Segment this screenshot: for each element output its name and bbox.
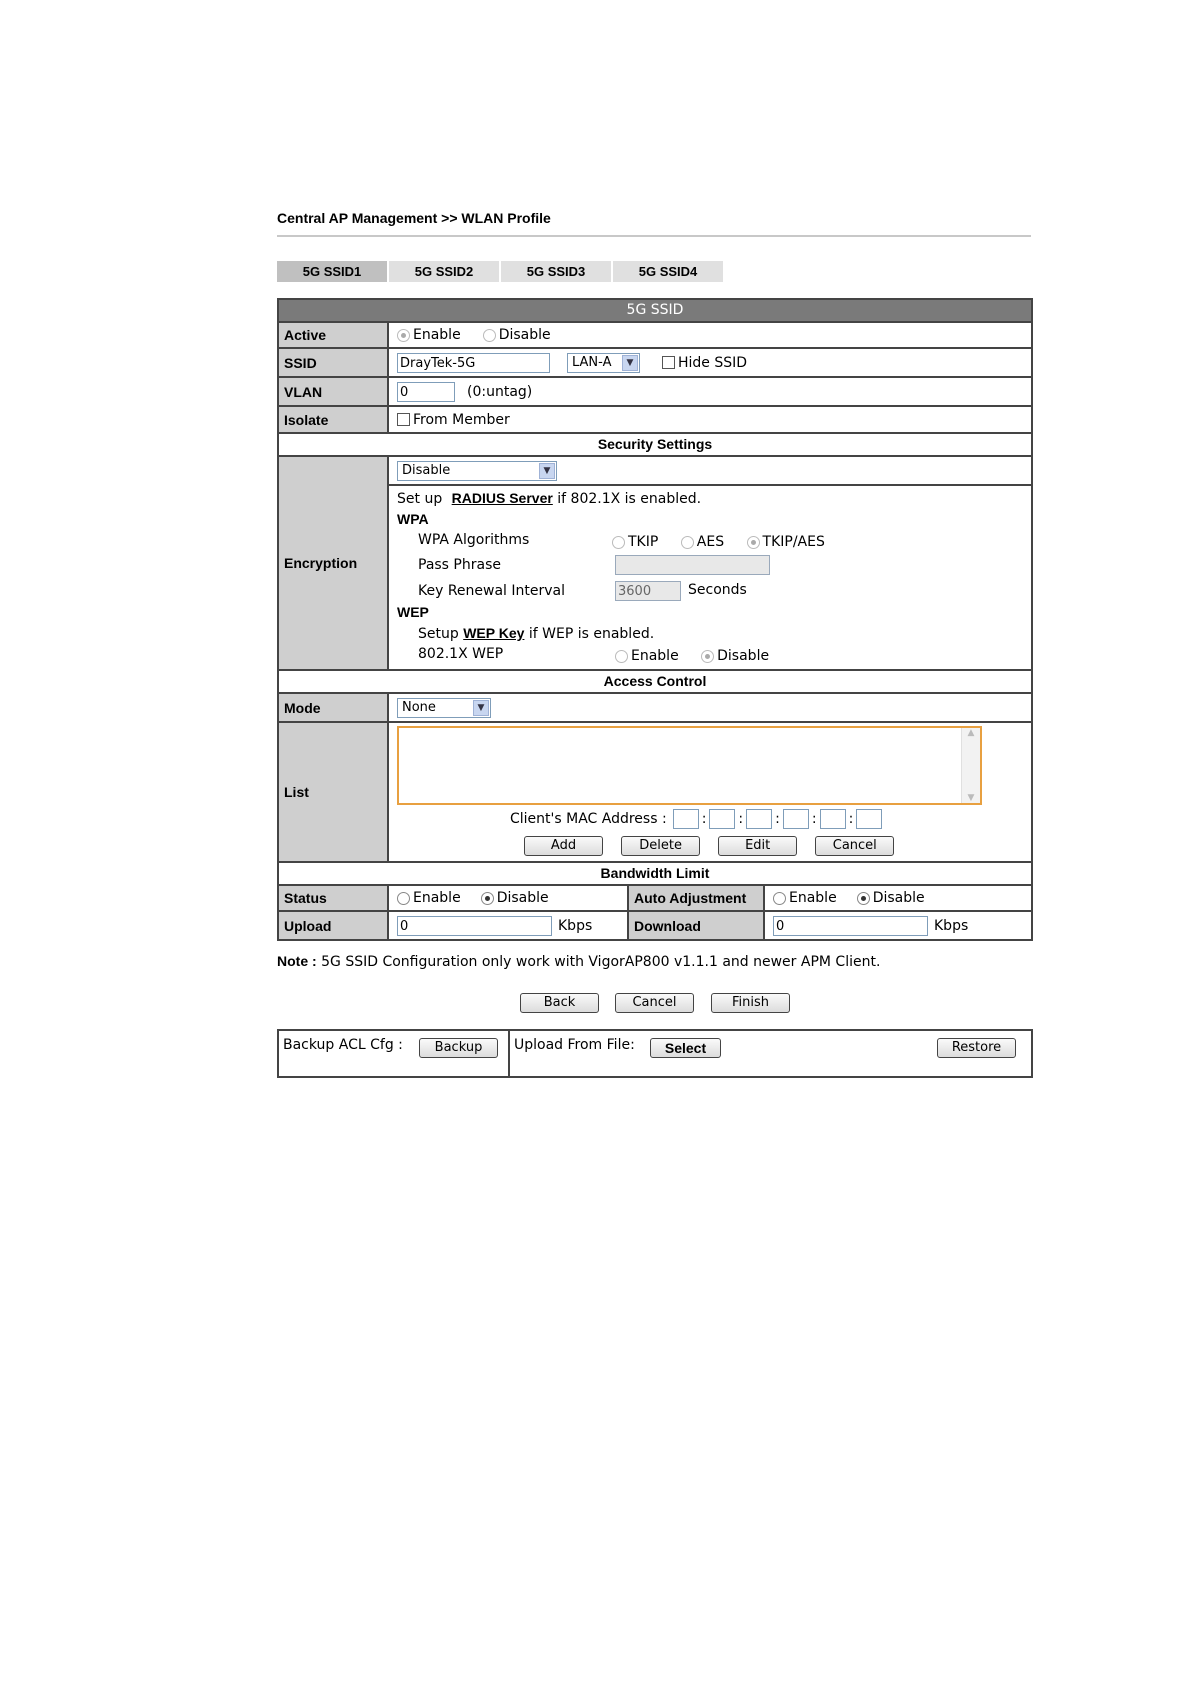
finish-button[interactable]: Finish [711, 993, 790, 1013]
vlan-row [279, 378, 1031, 407]
status-disable-radio[interactable] [481, 892, 494, 905]
cancel-button[interactable]: Cancel [615, 993, 694, 1013]
tkip-label: TKIP [628, 534, 659, 550]
acl-backup-table [277, 1029, 1033, 1078]
encryption-select-value: Disable [402, 463, 451, 478]
note [277, 953, 880, 970]
encryption-select[interactable] [397, 461, 557, 481]
active-enable-radio[interactable] [397, 329, 410, 342]
tab-5g-ssid4[interactable]: 5G SSID4 [613, 261, 723, 282]
mac-octet-2[interactable] [709, 809, 735, 829]
select-file-button[interactable]: Select [650, 1038, 721, 1058]
from-member-checkbox[interactable] [397, 413, 410, 426]
mac-octet-6[interactable] [856, 809, 882, 829]
key-renewal-input[interactable]: 3600 [615, 581, 681, 601]
list-row [279, 723, 1031, 863]
mac-list-box[interactable] [397, 726, 982, 805]
pass-phrase-label: Pass Phrase [418, 557, 501, 573]
lan-select-value: LAN-A [572, 355, 612, 370]
status-row [279, 886, 1031, 912]
note-label: Note : [277, 953, 317, 969]
chevron-down-icon: ▼ [473, 700, 489, 716]
wep-enable-label: Enable [631, 648, 679, 664]
add-button[interactable]: Add [524, 836, 603, 856]
aes-radio[interactable] [681, 536, 694, 549]
wpa-title: WPA [397, 511, 429, 527]
divider [277, 235, 1031, 237]
seconds-label: Seconds [688, 582, 747, 598]
from-member-label: From Member [413, 411, 510, 428]
status-enable-radio[interactable] [397, 892, 410, 905]
table-header: 5G SSID [279, 300, 1031, 323]
download-unit: Kbps [934, 917, 969, 934]
status-enable-label: Enable [413, 890, 461, 906]
upload-cell [510, 1031, 1031, 1076]
mac-octet-1[interactable] [673, 809, 699, 829]
tkip-aes-radio[interactable] [747, 536, 760, 549]
encryption-label: Encryption [279, 457, 389, 669]
status-label: Status [279, 886, 389, 910]
ssid-config-table [277, 298, 1033, 941]
wpa-algorithms-label: WPA Algorithms [418, 532, 530, 548]
scroll-down-icon: ▼ [967, 793, 975, 803]
wep-setup-suffix: if WEP is enabled. [528, 626, 655, 642]
ssid-input[interactable]: DrayTek-5G [397, 353, 550, 373]
cancel-list-button[interactable]: Cancel [815, 836, 894, 856]
mac-address-row: Client's MAC Address : : : : : : [510, 809, 882, 829]
active-enable-label: Enable [413, 327, 461, 343]
scrollbar[interactable] [961, 728, 980, 803]
mac-octet-5[interactable] [820, 809, 846, 829]
pass-phrase-input[interactable] [615, 555, 770, 575]
mode-row [279, 694, 1031, 723]
auto-disable-label: Disable [872, 890, 925, 906]
upload-file-label: Upload From File: [514, 1037, 635, 1053]
auto-adjustment-label: Auto Adjustment [629, 886, 765, 910]
encryption-row [279, 457, 1031, 671]
bandwidth-limit-title: Bandwidth Limit [279, 863, 1031, 886]
access-control-title: Access Control [279, 671, 1031, 694]
restore-button[interactable]: Restore [937, 1038, 1016, 1058]
download-label: Download [629, 912, 765, 939]
wpa-algorithms-options [612, 534, 825, 550]
status-disable-label: Disable [496, 890, 549, 906]
edit-button[interactable]: Edit [718, 836, 797, 856]
radius-line [397, 490, 701, 507]
list-buttons [524, 835, 894, 856]
lan-select[interactable] [567, 353, 640, 373]
auto-disable-radio[interactable] [857, 892, 870, 905]
active-disable-label: Disable [498, 327, 551, 343]
auto-enable-label: Enable [789, 890, 837, 906]
hide-ssid-label: Hide SSID [678, 354, 748, 371]
backup-label: Backup ACL Cfg : [283, 1037, 403, 1053]
isolate-label: Isolate [279, 407, 389, 432]
wep-enable-radio[interactable] [615, 650, 628, 663]
note-text: 5G SSID Configuration only work with VigorAP800 v1.1.1 and newer APM Client. [321, 954, 881, 970]
tab-5g-ssid1[interactable]: 5G SSID1 [277, 261, 387, 282]
wep-8021x-label: 802.1X WEP [418, 646, 504, 662]
backup-cell [279, 1031, 510, 1076]
isolate-row [279, 407, 1031, 434]
active-label: Active [279, 323, 389, 347]
ssid-label: SSID [279, 349, 389, 376]
radius-server-link[interactable]: RADIUS Server [451, 490, 553, 506]
tkip-radio[interactable] [612, 536, 625, 549]
mac-octet-3[interactable] [746, 809, 772, 829]
mode-label: Mode [279, 694, 389, 721]
backup-button[interactable]: Backup [419, 1038, 498, 1058]
mac-octet-4[interactable] [783, 809, 809, 829]
tkip-aes-label: TKIP/AES [762, 534, 825, 550]
wep-setup-prefix: Setup [418, 626, 459, 642]
upload-input[interactable]: 0 [397, 916, 552, 936]
chevron-down-icon: ▼ [539, 463, 555, 479]
wep-title: WEP [397, 604, 429, 620]
aes-label: AES [696, 534, 725, 550]
radius-prefix: Set up [397, 491, 443, 507]
wep-key-link[interactable]: WEP Key [463, 625, 525, 641]
delete-button[interactable]: Delete [621, 836, 700, 856]
back-button[interactable]: Back [520, 993, 599, 1013]
upload-row [279, 912, 1031, 939]
scroll-up-icon: ▲ [967, 728, 975, 738]
vlan-label: VLAN [279, 378, 389, 405]
security-settings-title: Security Settings [279, 434, 1031, 457]
wep-setup-line [418, 625, 654, 642]
tab-5g-ssid3[interactable]: 5G SSID3 [501, 261, 611, 282]
mac-address-label: Client's MAC Address : [510, 811, 667, 827]
upload-unit: Kbps [558, 917, 593, 934]
vlan-hint: (0:untag) [467, 383, 533, 400]
key-renewal-label: Key Renewal Interval [418, 583, 566, 599]
radius-suffix: if 802.1X is enabled. [557, 491, 702, 507]
breadcrumb: Central AP Management >> WLAN Profile [277, 210, 551, 226]
vlan-input[interactable]: 0 [397, 382, 455, 402]
active-disable-radio[interactable] [483, 329, 496, 342]
wep-8021x-options [615, 648, 769, 664]
wep-disable-radio[interactable] [701, 650, 714, 663]
download-input[interactable]: 0 [773, 916, 928, 936]
mode-select[interactable] [397, 698, 491, 718]
wep-disable-label: Disable [717, 648, 770, 664]
tab-5g-ssid2[interactable]: 5G SSID2 [389, 261, 499, 282]
ssid-row [279, 349, 1031, 378]
hide-ssid-checkbox[interactable] [662, 356, 675, 369]
chevron-down-icon: ▼ [622, 355, 638, 371]
auto-enable-radio[interactable] [773, 892, 786, 905]
active-row [279, 323, 1031, 349]
list-label: List [279, 723, 389, 861]
mode-select-value: None [402, 700, 436, 715]
upload-label: Upload [279, 912, 389, 939]
